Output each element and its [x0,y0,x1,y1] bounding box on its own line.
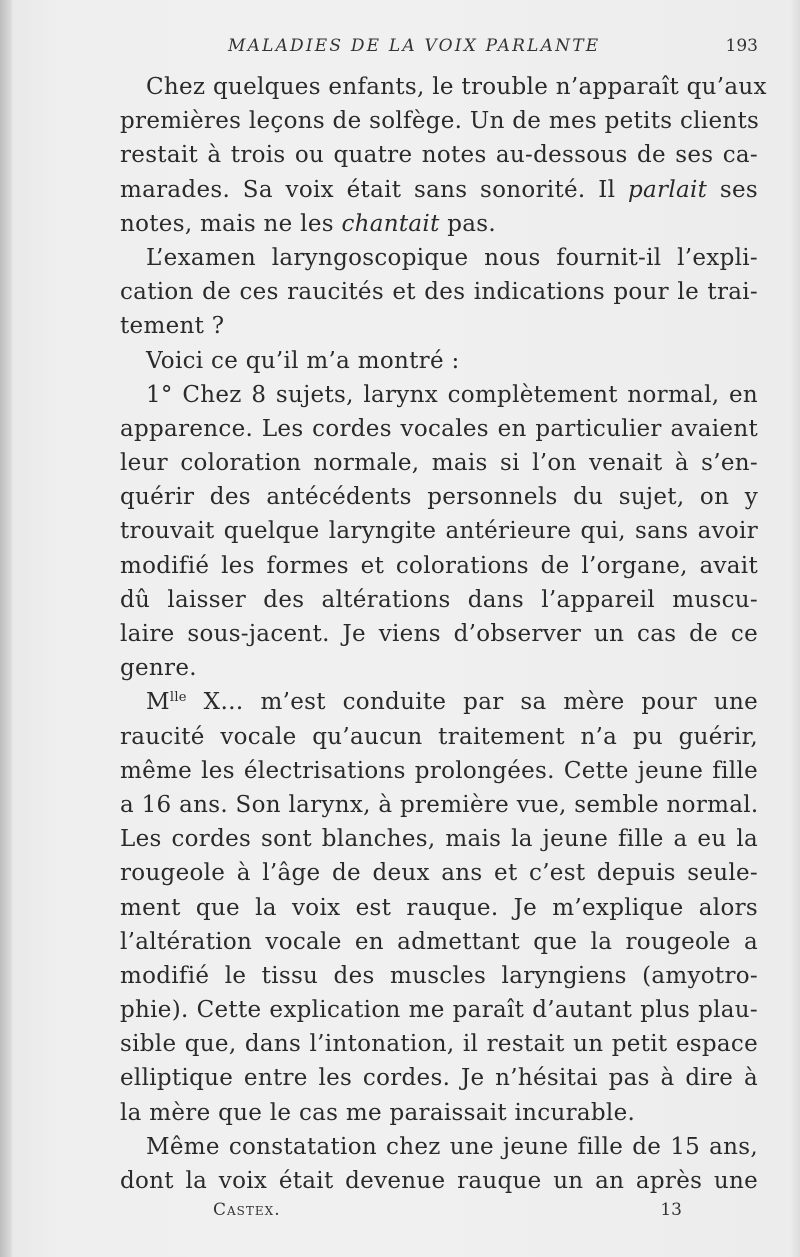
text-line: trouvait quelque laryngite antérieure qui, sans avoir [120,518,758,545]
text-line: phie). Cette explication me paraît d’autant plus plau- [120,997,758,1024]
text-line: marades. Sa voix était sans sonorité. Il parlait ses [120,176,759,203]
text-line: quérir des antécédents personnels du sujet, on y [120,484,758,511]
text-line: rougeole à l’âge de deux ans et c’est depuis seule- [120,860,758,887]
signature-mark: 13 [660,1200,682,1220]
text-line: genre. [120,655,197,682]
text-line: a 16 ans. Son larynx, à première vue, semble normal. [120,791,759,818]
text-line: apparence. Les cordes vocales en particulier avaient [120,415,758,442]
text-line: raucité vocale qu’aucun traitement n’a pu guérir, [120,723,758,750]
text-line: tement ? [120,313,225,340]
text-line: Chez quelques enfants, le trouble n’apparaît qu’aux [146,74,767,100]
text-line: restait à trois ou quatre notes au-dessous de ses ca- [120,142,758,169]
text-line: elliptique entre les cordes. Je n’hésitai pas à dire à [120,1065,758,1092]
running-title: MALADIES DE LA VOIX PARLANTE [228,36,601,56]
text-line: dû laisser des altérations dans l’appareil muscu- [120,586,758,613]
text-line: leur coloration normale, mais si l’on venait à s’en- [120,450,758,477]
text-line: Même constatation chez une jeune fille de 15 ans, [146,1133,758,1160]
text-line: L’examen laryngoscopique nous fournit-il l’expli- [146,244,758,271]
text-line: Voici ce qu’il m’a montré : [146,347,460,374]
page-footer [213,1200,682,1224]
text-line: la mère que le cas me paraissait incurable. [120,1099,636,1126]
text-line: notes, mais ne les chantait pas. [120,210,497,237]
text-line: premières leçons de solfège. Un de mes petits clients [120,108,760,135]
text-line: modifié le tissu des muscles laryngiens (amyotro- [120,962,758,989]
text-line: $M^{lle}$ X… m’est conduite par sa mère pour une [146,689,758,716]
text-line: sible que, dans l’intonation, il restait un petit espace [120,1031,758,1058]
text-line: laire sous-jacent. Je viens d’observer un cas de ce [120,621,758,647]
printer-signature: Castex. [213,1200,281,1220]
text-line: ment que la voix est rauque. Je m’explique alors [120,894,758,921]
running-head [120,36,758,60]
text-line: modifié les formes et colorations de l’organe, avait [120,552,758,579]
text-line: 1° Chez 8 sujets, larynx complètement normal, en [146,381,758,408]
text-line: même les électrisations prolongées. Cette jeune fille [120,757,758,784]
page-edge-shadow [0,0,12,1257]
body-text [120,70,767,1198]
text-line: dont la voix était devenue rauque un an après une [120,1168,758,1194]
text-line: l’altération vocale en admettant que la rougeole a [120,928,758,955]
page-number: 193 [725,36,758,56]
text-line: Les cordes sont blanches, mais la jeune fille a eu la [120,826,758,853]
text-line: cation de ces raucités et des indications pour le trai- [120,279,758,306]
